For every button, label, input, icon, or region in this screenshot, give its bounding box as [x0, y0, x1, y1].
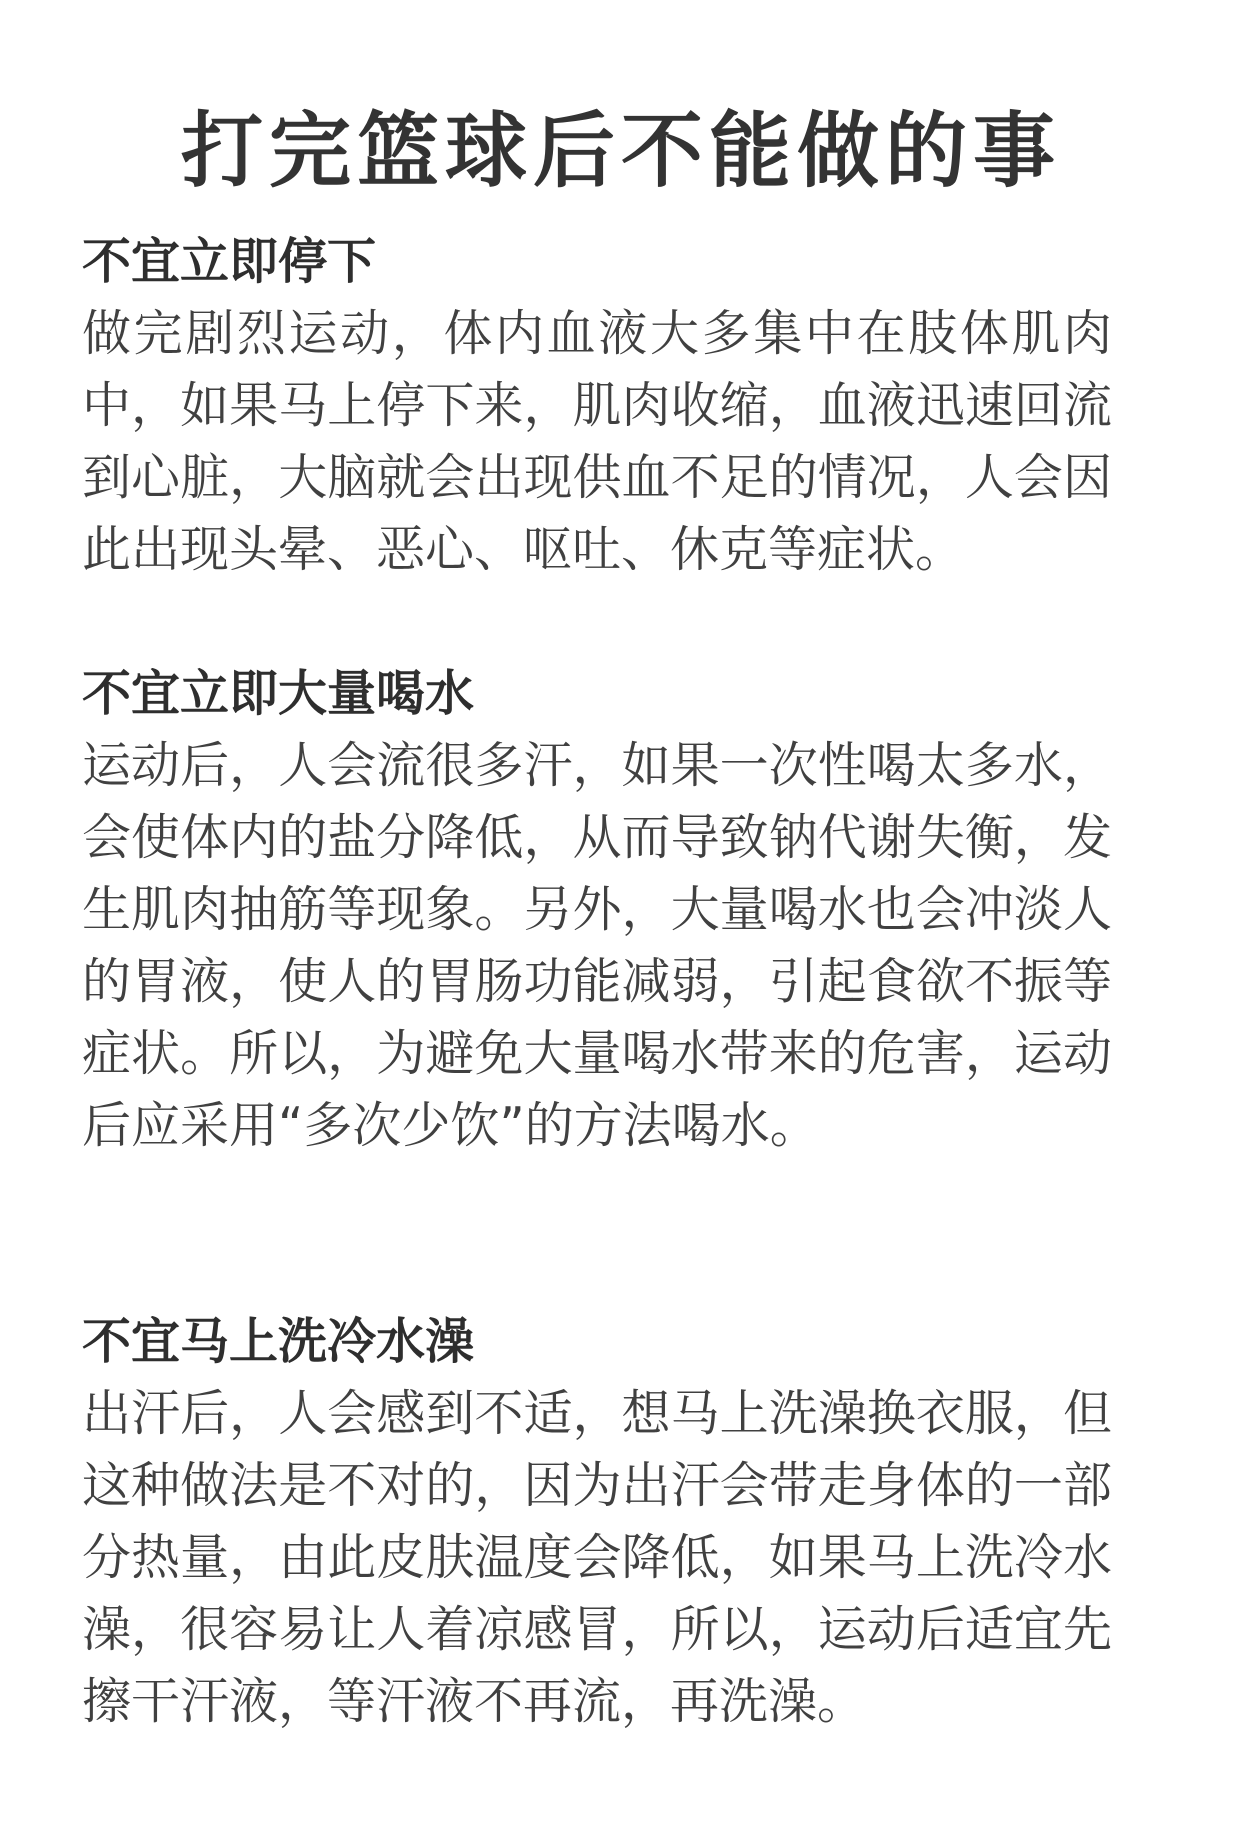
- page-title: 打完篮球后不能做的事: [180, 103, 1061, 199]
- section-heading: 不宜立即停下: [82, 233, 377, 290]
- section-water: [82, 658, 1112, 1162]
- section-stop: [82, 226, 1112, 586]
- section-body: 运动后，人会流很多汗，如果一次性喝太多水，会使体内的盐分降低，从而导致钠代谢失衡，发生肌肉抽筋等现象。另外，大量喝水也会冲淡人的胃液，使人的胃肠功能减弱，引起食欲不振等症状。所以，为避免大量喝水带来的危害，运动后应采用“多次少饮”的方法喝水。: [82, 737, 1112, 1154]
- section-heading: 不宜马上洗冷水澡: [82, 1313, 475, 1370]
- section-body: 出汗后，人会感到不适，想马上洗澡换衣服，但这种做法是不对的，因为出汗会带走身体的一部分热量，由此皮肤温度会降低，如果马上洗冷水澡，很容易让人着凉感冒，所以，运动后适宜先擦干汗液，等汗液不再流，再洗澡。: [82, 1385, 1112, 1730]
- section-cold-shower: [82, 1306, 1112, 1738]
- section-body: 做完剧烈运动，体内血液大多集中在肢体肌肉中，如果马上停下来，肌肉收缩，血液迅速回流到心脏，大脑就会出现供血不足的情况，人会因此出现头晕、恶心、呕吐、休克等症状。: [82, 305, 1112, 578]
- section-heading: 不宜立即大量喝水: [82, 665, 475, 722]
